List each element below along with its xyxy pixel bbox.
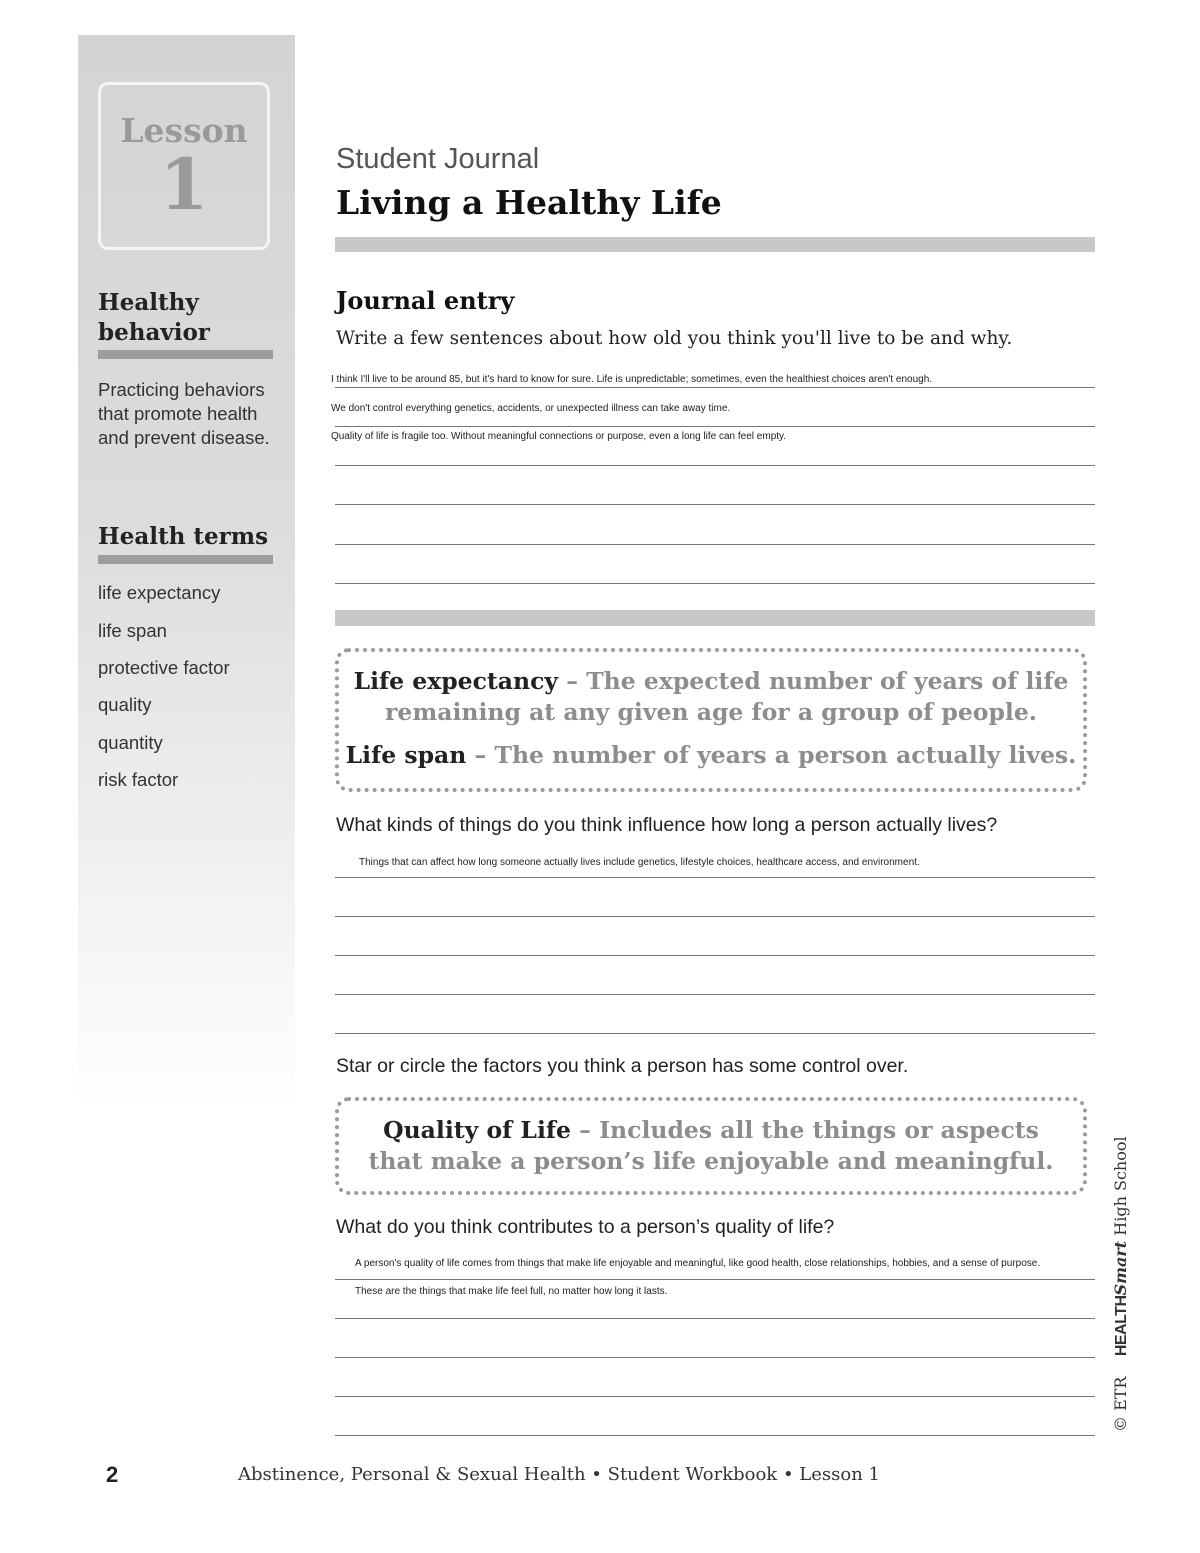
- term-item: quality: [98, 694, 152, 715]
- page-subtitle: Student Journal: [336, 143, 540, 175]
- answer-quality-line2: These are the things that make life feel full, no matter how long it lasts.: [355, 1286, 668, 1297]
- header-divider: [335, 237, 1095, 252]
- writing-line: [335, 465, 1095, 466]
- answer-influences: Things that can affect how long someone actually lives include genetics, lifestyle choices, healthcare access, and environment.: [359, 857, 920, 868]
- writing-line: [335, 504, 1095, 505]
- writing-line: [335, 1357, 1095, 1358]
- terms-heading: Health terms: [98, 523, 269, 550]
- writing-line: [335, 1318, 1095, 1319]
- lesson-label: Lesson: [120, 111, 248, 150]
- writing-line: [335, 583, 1095, 584]
- lesson-badge: [98, 82, 270, 250]
- writing-line: [335, 1033, 1095, 1034]
- question-influences: What kinds of things do you think influence how long a person actually lives?: [336, 814, 998, 836]
- sidebar: [78, 35, 295, 1110]
- definition-box-lifespan: [335, 648, 1087, 792]
- term-life-expectancy: Life expectancy: [353, 667, 559, 695]
- writing-line: [335, 426, 1095, 427]
- behavior-heading-line1: Healthy: [98, 289, 199, 316]
- dash: –: [570, 1116, 600, 1144]
- definition-life-expectancy: [339, 666, 1083, 728]
- writing-line: [335, 1435, 1095, 1436]
- writing-line: [335, 955, 1095, 956]
- writing-line: [335, 544, 1095, 545]
- journal-answer-line2: We don't control everything genetics, accidents, or unexpected illness can take away time.: [331, 403, 731, 414]
- definition-box-quality: [335, 1097, 1087, 1195]
- copyright: © ETR: [1111, 1376, 1130, 1432]
- term-item: quantity: [98, 732, 163, 753]
- dash: –: [466, 741, 495, 769]
- definition-life-span: [339, 740, 1083, 771]
- term-life-span: Life span: [345, 741, 467, 769]
- section-divider: [335, 610, 1095, 626]
- terms-heading-rule: [98, 555, 273, 564]
- question-quality: What do you think contributes to a person’s quality of life?: [336, 1216, 835, 1238]
- term-item: risk factor: [98, 769, 179, 790]
- writing-line: [335, 387, 1095, 388]
- journal-answer-line3: Quality of life is fragile too. Without meaningful connections or purpose, even a long life can feel empty.: [331, 431, 787, 442]
- definition-text: The number of years a person actually lives.: [494, 741, 1077, 769]
- definition-text: The expected number of years of life remaining at any given age for a group of people.: [385, 667, 1069, 726]
- publisher-credit: [1111, 1136, 1131, 1432]
- writing-line: [335, 1396, 1095, 1397]
- page-title: Living a Healthy Life: [336, 183, 722, 222]
- dash: –: [558, 667, 587, 695]
- footer-text: Abstinence, Personal & Sexual Health • Student Workbook • Lesson 1: [238, 1464, 880, 1485]
- page-number: 2: [106, 1462, 119, 1487]
- brand-health: HEALTH: [1113, 1295, 1130, 1357]
- answer-quality-line1: A person's quality of life comes from things that make life enjoyable and meaningful, like good health, close relationships, hobbies, and a sense of purpose.: [355, 1258, 1041, 1269]
- journal-answer-line1: I think I'll live to be around 85, but it's hard to know for sure. Life is unpredictable; sometimes, even the healthiest choices aren't enough.: [331, 374, 933, 385]
- lesson-number: 1: [159, 143, 209, 226]
- instruction-star-circle: Star or circle the factors you think a person has some control over.: [336, 1055, 909, 1077]
- behavior-heading-rule: [98, 350, 273, 359]
- term-item: life expectancy: [98, 582, 221, 603]
- writing-line: [335, 916, 1095, 917]
- writing-line: [335, 1279, 1095, 1280]
- behavior-definition: Practicing behaviors that promote health and prevent disease.: [98, 379, 270, 448]
- brand-smart: Smart: [1111, 1240, 1130, 1296]
- behavior-heading-line2: behavior: [98, 319, 210, 346]
- term-item: life span: [98, 620, 167, 641]
- term-item: protective factor: [98, 657, 230, 678]
- writing-line: [335, 994, 1095, 995]
- definition-text: Includes all the things or aspects that make a person’s life enjoyable and meaningful.: [368, 1116, 1054, 1175]
- term-quality-of-life: Quality of Life: [383, 1116, 571, 1144]
- grade-level: High School: [1111, 1136, 1130, 1236]
- writing-line: [335, 877, 1095, 878]
- journal-prompt: Write a few sentences about how old you think you'll live to be and why.: [336, 328, 1013, 349]
- journal-heading: Journal entry: [336, 286, 515, 315]
